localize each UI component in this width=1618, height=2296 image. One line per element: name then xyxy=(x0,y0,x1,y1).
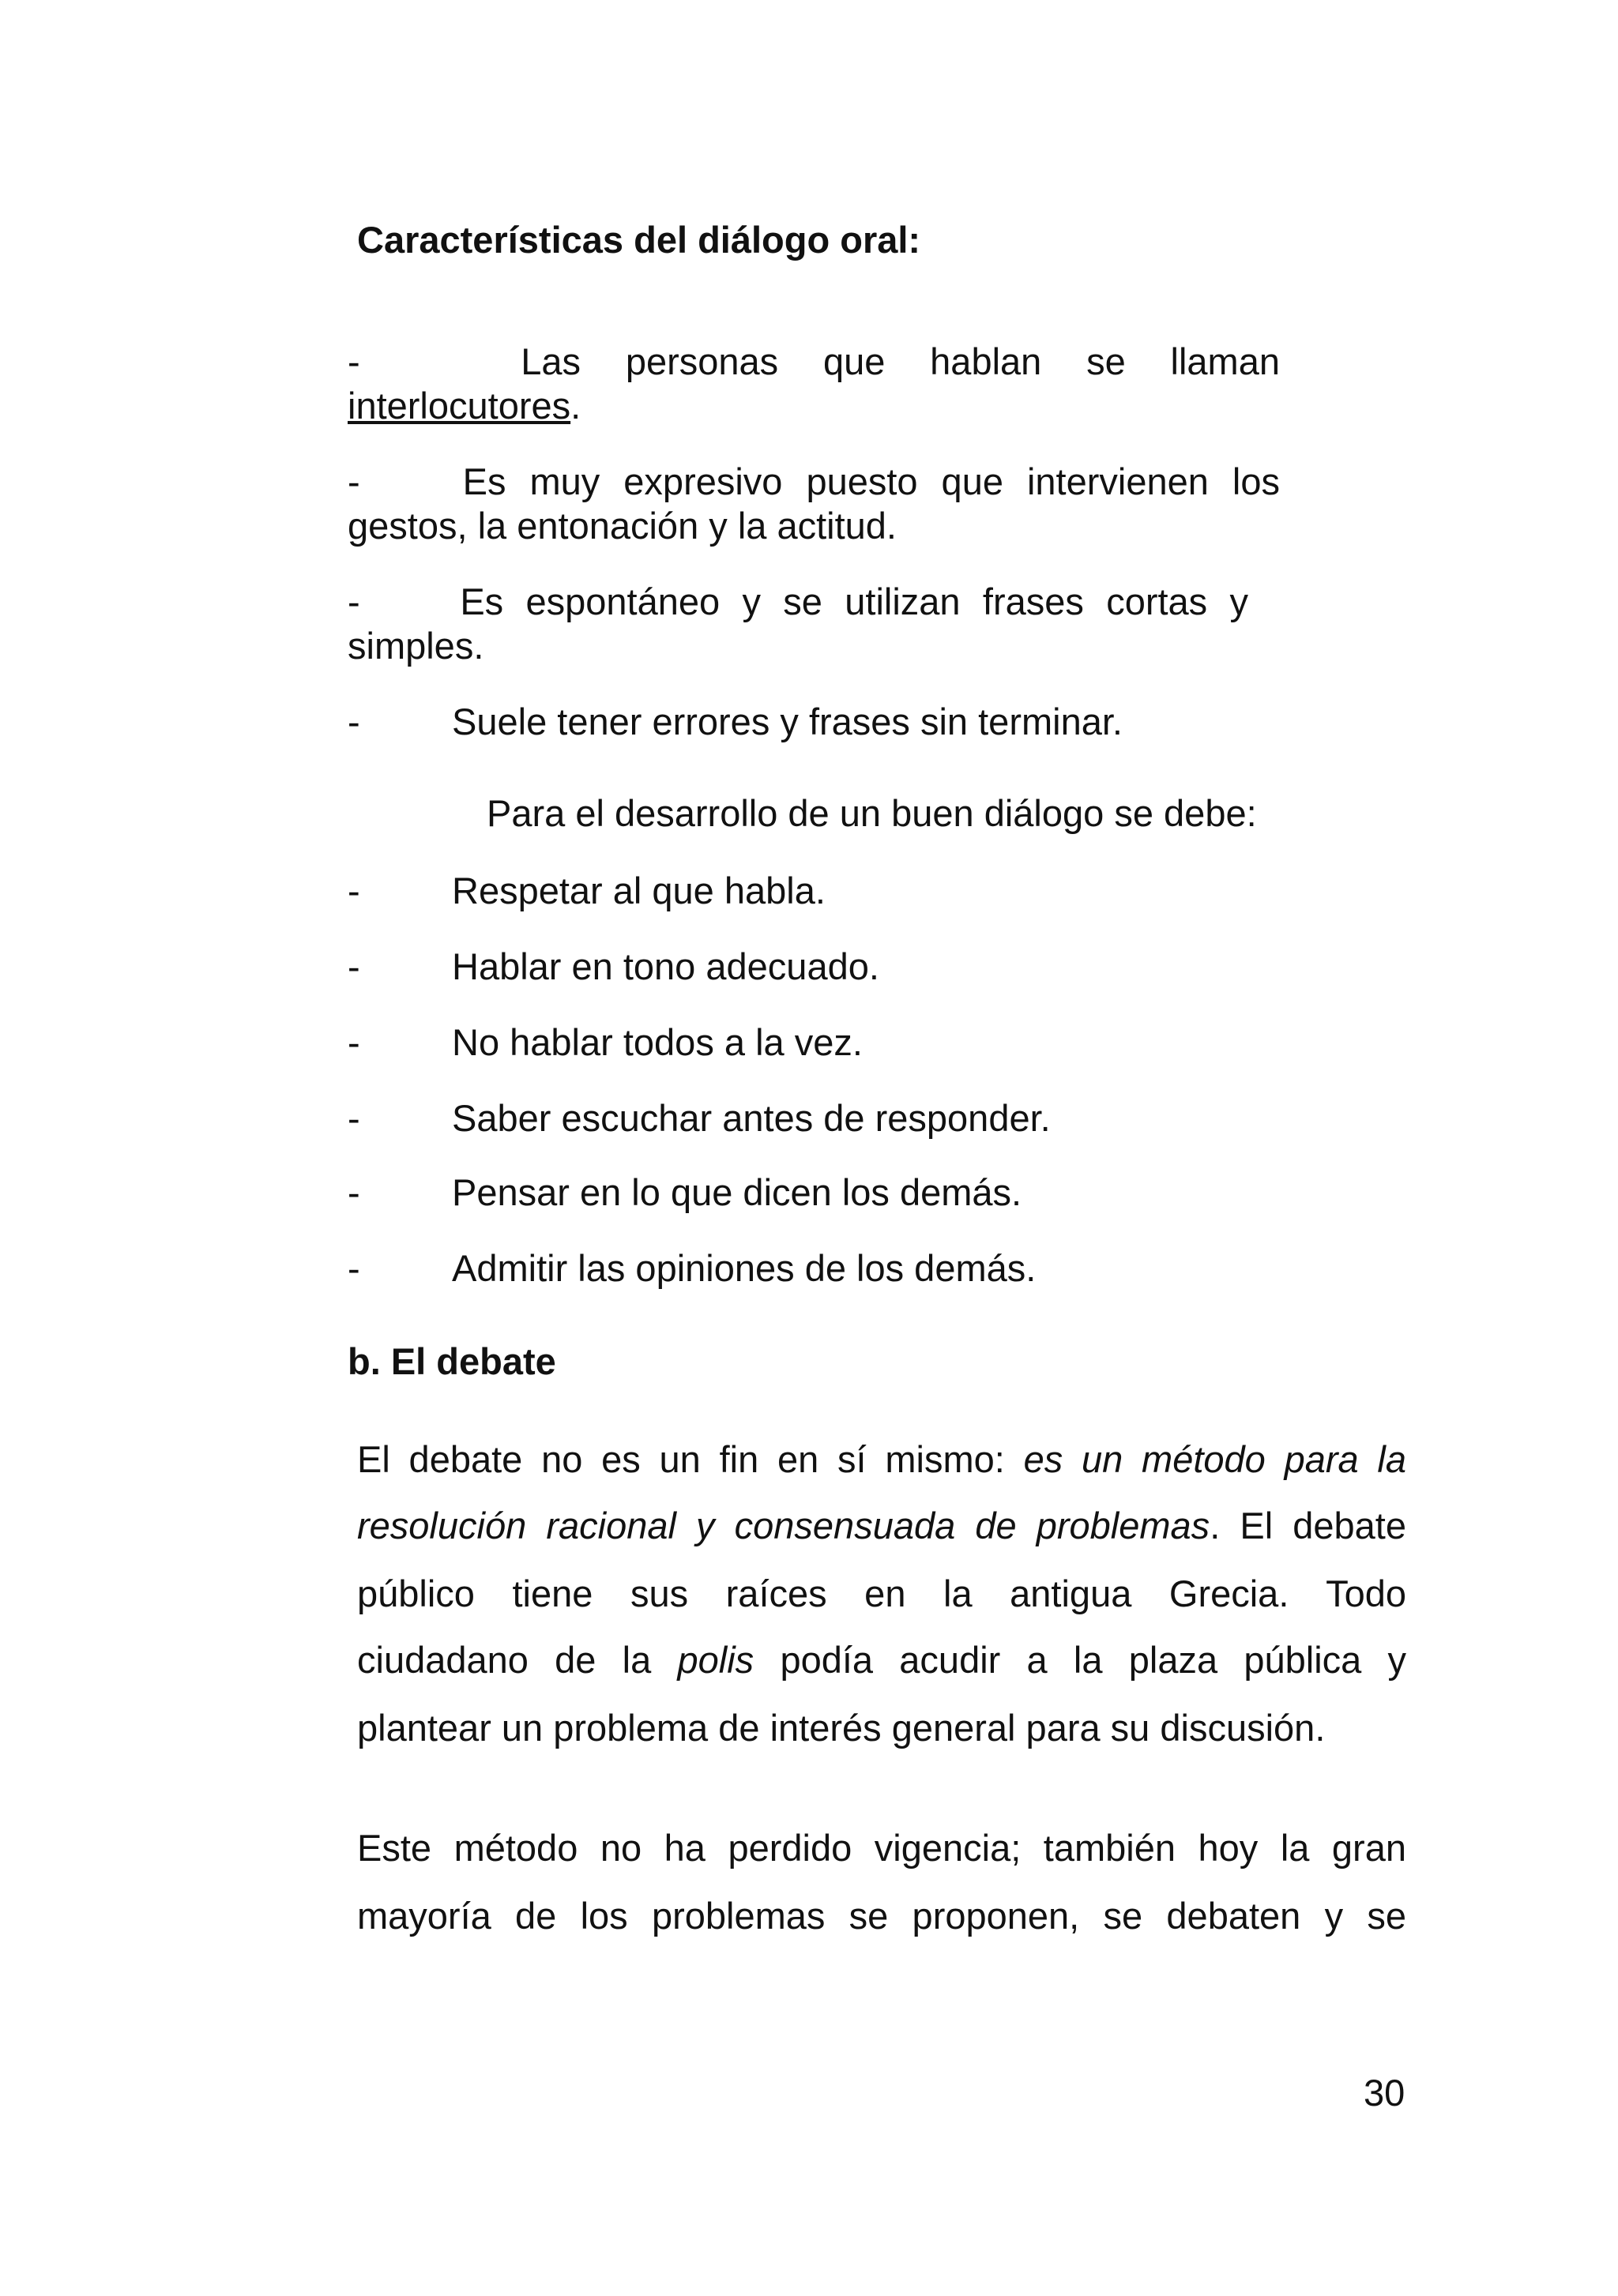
list-item xyxy=(348,869,826,913)
paragraph-line: ciudadano de la polis podía acudir a la plaza pública y xyxy=(357,1639,1407,1681)
list-item xyxy=(348,1171,1022,1215)
section-title: Características del diálogo oral: xyxy=(357,219,921,261)
list-item-text: No hablar todos a la vez. xyxy=(452,1021,863,1063)
list-dash: - xyxy=(348,945,360,987)
paragraph-line: Este método no ha perdido vigencia; también hoy la gran xyxy=(357,1827,1406,1869)
page-number: 30 xyxy=(1364,2072,1405,2114)
paragraph-line: El debate no es un fin en sí mismo: es un método para la xyxy=(357,1438,1407,1480)
list-item xyxy=(348,1246,1036,1291)
list-item-text: Respetar al que habla. xyxy=(452,870,826,911)
underlined-term: interlocutores xyxy=(348,385,571,427)
list-item-text: Hablar en tono adecuado. xyxy=(452,945,879,987)
list-item-text: Es muy expresivo puesto que intervienen los xyxy=(462,460,1280,502)
italic-text: es un método para la xyxy=(1023,1438,1407,1480)
list-dash: - xyxy=(348,701,360,742)
subsection-title: b. El debate xyxy=(348,1340,556,1382)
list-item-text: Suele tener errores y frases sin terminar. xyxy=(452,701,1123,742)
list-item xyxy=(348,460,1280,503)
list-item-text: Es espontáneo y se utilizan frases cortas y xyxy=(460,581,1249,622)
list-item xyxy=(348,700,1123,744)
list-dash: - xyxy=(348,460,360,502)
list-dash: - xyxy=(348,870,360,911)
list-item-text: Admitir las opiniones de los demás. xyxy=(452,1247,1037,1289)
paragraph-line: plantear un problema de interés general para su discusión. xyxy=(357,1707,1326,1749)
list-item-continuation: gestos, la entonación y la actitud. xyxy=(348,505,897,547)
list-dash: - xyxy=(348,581,360,622)
list-item-continuation: simples. xyxy=(348,625,484,667)
list-dash: - xyxy=(348,1097,360,1139)
italic-text: resolución racional y consensuada de problemas xyxy=(357,1505,1210,1546)
list-dash: - xyxy=(348,1171,360,1213)
intro-text: Para el desarrollo de un buen diálogo se debe: xyxy=(487,792,1257,834)
list-item xyxy=(348,1020,863,1065)
list-item xyxy=(348,580,1248,623)
list-item-text: Las personas que hablan se llaman xyxy=(521,340,1280,382)
list-item-text: Pensar en lo que dicen los demás. xyxy=(452,1171,1022,1213)
list-item-text: Saber escuchar antes de responder. xyxy=(452,1097,1051,1139)
list-item xyxy=(348,945,879,989)
list-item xyxy=(348,1096,1051,1140)
list-dash: - xyxy=(348,1247,360,1289)
list-dash: - xyxy=(348,1021,360,1063)
list-item xyxy=(348,340,1280,384)
paragraph-line: público tiene sus raíces en la antigua Grecia. Todo xyxy=(357,1573,1406,1614)
italic-text: polis xyxy=(677,1639,754,1681)
paragraph-line: resolución racional y consensuada de problemas. El debate xyxy=(357,1505,1406,1546)
list-item-continuation: interlocutores. xyxy=(348,385,581,427)
list-dash: - xyxy=(348,340,360,382)
paragraph-line: mayoría de los problemas se proponen, se debaten y se xyxy=(357,1895,1406,1937)
